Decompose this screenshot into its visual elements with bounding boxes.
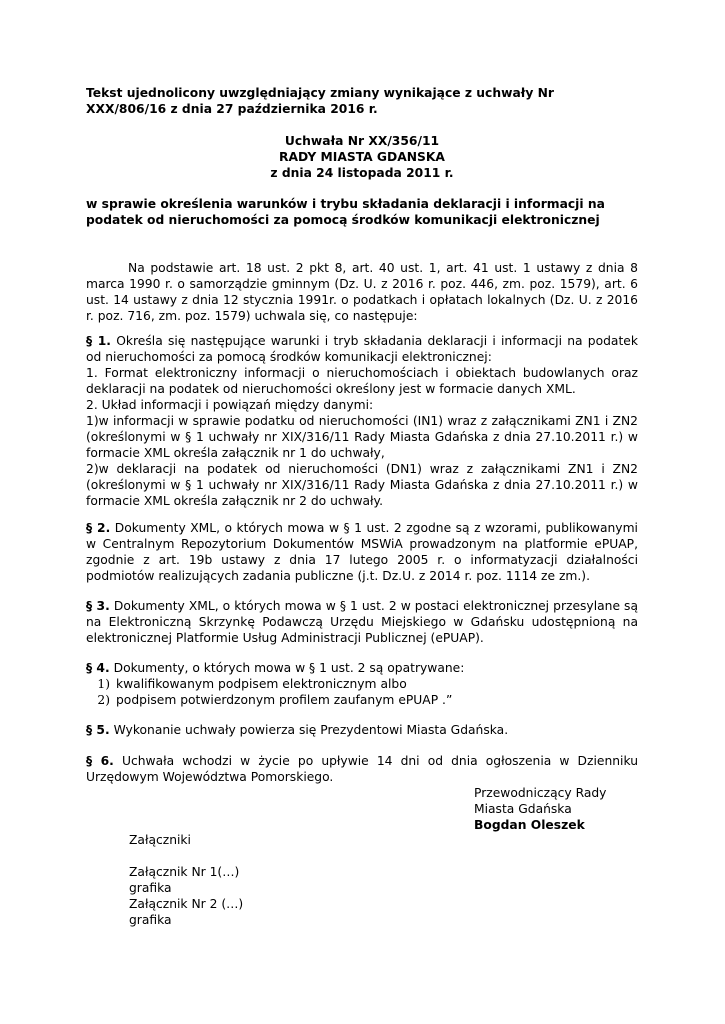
section-5 bbox=[86, 722, 638, 738]
signature-block bbox=[474, 785, 674, 833]
section-6 bbox=[86, 753, 638, 785]
attachments-heading: Załączniki bbox=[129, 833, 191, 847]
section-3-text: Dokumenty XML, o których mowa w § 1 ust. 2 w postaci elektronicznej przesylane są na Elektroniczną Skrzynkę Podawczą Urzędu Miejskiego w Gdańsku udostępnioną na elektronicznej Platformie Usług Administracji Publicznej (ePUAP). bbox=[86, 599, 638, 645]
section-5-text: Wykonanie uchwały powierza się Prezydentowi Miasta Gdańska. bbox=[113, 723, 509, 737]
attachments-block bbox=[129, 832, 429, 928]
section-2-mark: § 2. bbox=[86, 521, 111, 535]
resolution-title bbox=[86, 133, 638, 181]
section-3 bbox=[86, 598, 638, 646]
signature-name: Bogdan Oleszek bbox=[474, 818, 585, 832]
list-item-number: 1) bbox=[97, 677, 110, 691]
section-4-text: Dokumenty, o których mowa w § 1 ust. 2 są opatrywane: bbox=[113, 661, 465, 675]
council-name: RADY MIASTA GDANSKA bbox=[279, 150, 445, 164]
attachment-1-desc: grafika bbox=[129, 881, 172, 895]
section-3-mark: § 3. bbox=[86, 599, 110, 613]
section-4-list bbox=[86, 676, 638, 708]
section-1-subpoint-1: 1)w informacji w sprawie podatku od nieruchomości (IN1) wraz z załącznikami ZN1 i ZN2 (określonymi w § 1 uchwały nr XIX/316/11 Rady Miasta Gdańska z dnia 27.10.2011 r.) w formacie XML określa załącznik nr 1 do uchwały, bbox=[86, 414, 638, 460]
section-2-text: Dokumenty XML, o których mowa w § 1 ust. 2 zgodne są z wzorami, publikowanymi w Centralnym Repozytorium Dokumentów MSWiA prowadzonym na platformie ePUAP, zgodnie z art. 19b ustawy z dnia 17 lutego 2005 r. o informatyzacji działalności podmiotów realizujących zadania publiczne (j.t. Dz.U. z 2014 r. poz. 1114 ze zm.). bbox=[86, 521, 638, 583]
attachment-2: Załącznik Nr 2 (…) bbox=[129, 897, 244, 911]
section-1 bbox=[86, 333, 638, 509]
list-item-text: podpisem potwierdzonym profilem zaufanym ePUAP .” bbox=[116, 693, 453, 707]
preamble: Na podstawie art. 18 ust. 2 pkt 8, art. 40 ust. 1, art. 41 ust. 1 ustawy z dnia 8 marca 1990 r. o samorządzie gminnym (Dz. U. z 2016 r. poz. 446, zm. poz. 1579), art. 6 ust. 14 ustawy z dnia 12 stycznia 1991r. o podatkach i opłatach lokalnych (Dz. U. z 2016 r. poz. 716, zm. poz. 1579) uchwala się, co następuje: bbox=[86, 261, 638, 323]
list-item-text: kwalifikowanym podpisem elektronicznym albo bbox=[116, 677, 407, 691]
section-1-subpoint-2: 2)w deklaracji na podatek od nieruchomości (DN1) wraz z załącznikami ZN1 i ZN2 (określonymi w § 1 uchwały nr XIX/316/11 Rady Miasta Gdańska z dnia 27.10.2011 r.) w formacie XML określa załącznik nr 2 do uchwały. bbox=[86, 462, 638, 508]
resolution-subject: w sprawie określenia warunków i trybu składania deklaracji i informacji na podatek od nieruchomości za pomocą środków komunikacji elektronicznej bbox=[86, 197, 605, 227]
consolidated-text-note: Tekst ujednolicony uwzględniający zmiany wynikające z uchwały Nr XXX/806/16 z dnia 27 października 2016 r. bbox=[86, 86, 554, 116]
list-item-number: 2) bbox=[97, 693, 110, 707]
section-1-point-2: 2. Układ informacji i powiązań między danymi: bbox=[86, 398, 374, 412]
resolution-date: z dnia 24 listopada 2011 r. bbox=[270, 166, 454, 180]
signature-role-1: Przewodniczący Rady bbox=[474, 786, 607, 800]
section-1-intro: Określa się następujące warunki i tryb składania deklaracji i informacji na podatek od nieruchomości za pomocą środków komunikacji elektronicznej: bbox=[86, 334, 638, 364]
list-item bbox=[86, 692, 638, 708]
section-2 bbox=[86, 520, 638, 584]
attachment-2-desc: grafika bbox=[129, 913, 172, 927]
section-1-point-1: 1. Format elektroniczny informacji o nieruchomościach i obiektach budowlanych oraz deklaracji na podatek od nieruchomości określony jest w formacie danych XML. bbox=[86, 366, 638, 396]
signature-role-2: Miasta Gdańska bbox=[474, 802, 572, 816]
section-5-mark: § 5. bbox=[86, 723, 110, 737]
section-1-mark: § 1. bbox=[86, 334, 111, 348]
section-6-mark: § 6. bbox=[86, 754, 114, 768]
resolution-number: Uchwała Nr XX/356/11 bbox=[284, 134, 440, 148]
section-4 bbox=[86, 660, 638, 708]
list-item bbox=[86, 676, 638, 692]
section-6-text: Uchwała wchodzi w życie po upływie 14 dni od dnia ogłoszenia w Dzienniku Urzędowym Województwa Pomorskiego. bbox=[86, 754, 638, 784]
section-4-mark: § 4. bbox=[86, 661, 110, 675]
attachment-1: Załącznik Nr 1(…) bbox=[129, 865, 240, 879]
